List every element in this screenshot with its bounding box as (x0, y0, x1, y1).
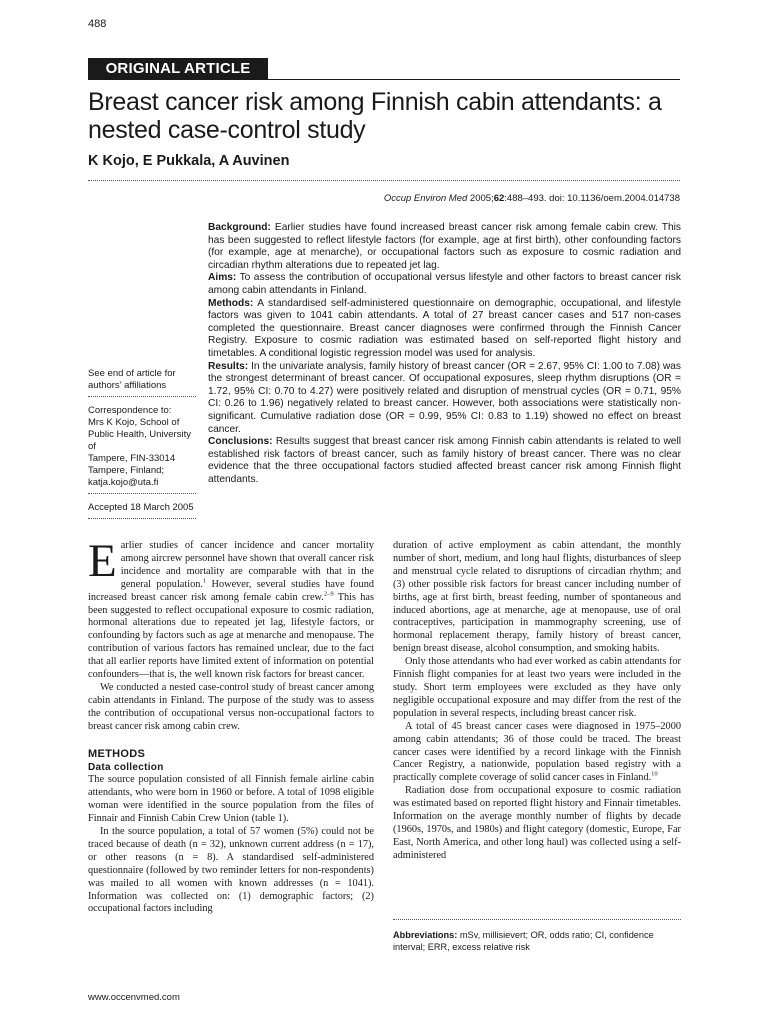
footer-url[interactable]: www.occenvmed.com (88, 992, 180, 1003)
sidebar-divider (88, 396, 196, 397)
article-type-banner: ORIGINAL ARTICLE (88, 58, 268, 80)
abstract (208, 222, 681, 486)
abbreviations-text: mSv, millisievert; OR, odds ratio; CI, confidence interval; ERR, excess relative risk (393, 930, 654, 952)
citation-year: 2005; (469, 193, 494, 204)
correspondence-line: Public Health, University of (88, 429, 191, 452)
citation-ref[interactable]: 1 (202, 577, 207, 585)
methods-paragraph: Only those attendants who had ever worked as cabin attendants for Finnish flight companies for at least two years were included in the study. Short term employees were excluded as they have only negligible occupational exposure and may differ from the rest of the population in several respects, including breast cancer risk. (393, 656, 681, 719)
abstract-aims: Aims: To assess the contribution of occupational versus lifestyle and other factors to breast cancer risk among cabin attendants in Finland. (208, 272, 681, 296)
subsection-heading-data-collection: Data collection (88, 761, 164, 773)
article-title: Breast cancer risk among Finnish cabin attendants: a nested case-control study (88, 88, 662, 144)
methods-paragraph: duration of active employment as cabin attendant, the monthly number of short, medium, and long haul flights, disturbances of sleep and menstrual cycle related to disruptions of circadian rhythm; and (3) other possible risk factors for breast cancer including number of births, age at first birth, breast feeding, number of spontaneous and induced abortions, age at menarche, age at menopause, use of oral contraceptives, participation in mammography screening, use of hormonal replacement therapy, family history of breast cancer, benign breast disease, alcohol consumption, and smoking habits. (393, 540, 681, 655)
correspondence-line: Correspondence to: (88, 405, 172, 416)
sidebar (88, 368, 196, 527)
abstract-background: Background: Earlier studies have found increased breast cancer risk among female cabin crew. This has been suggested to reflect lifestyle factors (for example, age at first birth), other confounding factors (for example, age at menarche), or occupational factors such as exposure to cosmic radiation and circadian rhythm alterations due to repeated jet lag. (208, 222, 682, 271)
citation (384, 193, 680, 204)
abbreviations-divider (393, 919, 681, 920)
citation-ref[interactable]: 2–9 (323, 590, 334, 598)
body-column-left (88, 535, 375, 916)
drop-cap: E (88, 535, 117, 587)
sidebar-divider (88, 493, 196, 494)
affiliations-note: See end of article for authors’ affiliations (88, 368, 176, 391)
methods-paragraph: Radiation dose from occupational exposure to cosmic radiation was estimated based on reported flight history and Finnair timetables. Information on the average monthly number of flights by decade (1960s, 1970s, and 1980s) and flight category (domestic, Europe, Far East, North America, and other long haul) was collected using a self-administered (393, 785, 681, 861)
header-divider (88, 180, 680, 181)
abstract-results: Results: In the univariate analysis, family history of breast cancer (OR = 2.67, 95% CI: 1.00 to 7.08) was the strongest determinant of breast cancer. Of occupational exposures, sleep rhythm disruptions (OR = 1.72, 95% CI: 0.70 to 4.27) were positively related and disruption of menstrual cycles (OR = 0.71, 95% CI: 0.26 to 1.96) negatively related to breast cancer. However, both associations were statistically non-significant. Cumulative radiation dose (OR = 0.99, 95% CI: 0.83 to 1.19) showed no effect on breast cancer. (208, 360, 681, 435)
correspondence-line: Mrs K Kojo, School of (88, 417, 180, 428)
accepted-date: Accepted 18 March 2005 (88, 502, 194, 513)
correspondence (88, 405, 196, 489)
correspondence-line: Tampere, FIN-33014 (88, 453, 176, 464)
abstract-conclusions: Conclusions: Results suggest that breast cancer risk among Finnish cabin attendants is related to well established risk factors of breast cancer, such as family history of breast cancer. There was no clear evidence that the three occupational factors studied affected breast cancer risk among Finnish flight attendants. (208, 436, 681, 485)
body-column-right (393, 540, 681, 863)
abstract-label: Results: (208, 360, 249, 372)
intro-paragraph: Earlier studies of cancer incidence and cancer mortality among aircrew personnel have shown that overall cancer risk incidence and mortality are comparable with that in the general population.$^1$ However, several studies have found increased breast cancer risk among female cabin crew.$^{2-9}$ This has been suggested to reflect occupational exposure to cosmic radiation, hormonal alterations due to repeated jet lag, lifestyle factors, or confounding by factors such as age at menarche and menopause. The contribution of various factors has remained unclear, due to the fact that all earlier reports have limited extent of information on potential confounders—that is, the well known risk factors for breast cancer. (88, 535, 375, 681)
correspondence-line: Tampere, Finland; (88, 465, 165, 476)
methods-paragraph: The source population consisted of all Finnish female airline cabin attendants, who were born in 1960 or before. A total of 1098 eligible woman were identified in the source population from the files of Finnair and Finnish Cabin Crew Union (table 1). (88, 774, 374, 825)
abstract-label: Conclusions: (208, 436, 273, 448)
page-number: 488 (88, 18, 107, 30)
section-heading-methods: METHODS (88, 747, 146, 760)
article-type-rule (88, 79, 680, 80)
citation-volume: 62 (493, 193, 505, 204)
correspondence-email[interactable]: katja.kojo@uta.fi (88, 477, 159, 488)
authors: K Kojo, E Pukkala, A Auvinen (88, 153, 290, 169)
abbreviations (393, 929, 681, 953)
methods-paragraph: In the source population, a total of 57 women (5%) could not be traced because of death (n = 32), unknown current address (n = 17), or other reasons (n = 8). A standardised self-administered questionnaire (followed by two reminder letters for non-respondents) was mailed to all women with known addresses (n = 1041). Information was collected on: (1) demographic factors; (2) occupational factors including (88, 826, 374, 915)
intro-paragraph: We conducted a nested case-control study of breast cancer among cabin attendants in Finland. The purpose of the study was to assess the contribution of occupational versus non-occupational factors to breast cancer risk among cabin crew. (88, 681, 374, 732)
abstract-label: Methods: (208, 297, 254, 309)
citation-pages-doi: :488–493. doi: 10.1136/oem.2004.014738 (504, 193, 680, 204)
abstract-label: Aims: (208, 272, 237, 284)
sidebar-divider (88, 518, 196, 519)
abstract-methods: Methods: A standardised self-administered questionnaire on demographic, occupational, and lifestyle factors was given to 1041 cabin attendants. A total of 27 breast cancer cases and 517 non-cases completed the questionnaire. Breast cancer diagnoses were confirmed through the Finnish Cancer Registry. Exposure to cosmic radiation was estimated based on self-reported flight history and timetables. A conditional logistic regression model was used for analysis. (208, 297, 681, 359)
methods-paragraph: A total of 45 breast cancer cases were diagnosed in 1975–2000 among cabin attendants; 36 of those could be traced. The breast cancer cases were identified by a record linkage with the Finnish Cancer Registry, a nationwide, population based registry with a practically complete coverage of solid cancer cases in Finland.$^{10}$ (393, 720, 681, 784)
abbreviations-label: Abbreviations: (393, 930, 458, 940)
abstract-label: Background: (208, 222, 271, 233)
citation-journal: Occup Environ Med (383, 193, 468, 204)
citation-ref[interactable]: 10 (651, 770, 658, 778)
